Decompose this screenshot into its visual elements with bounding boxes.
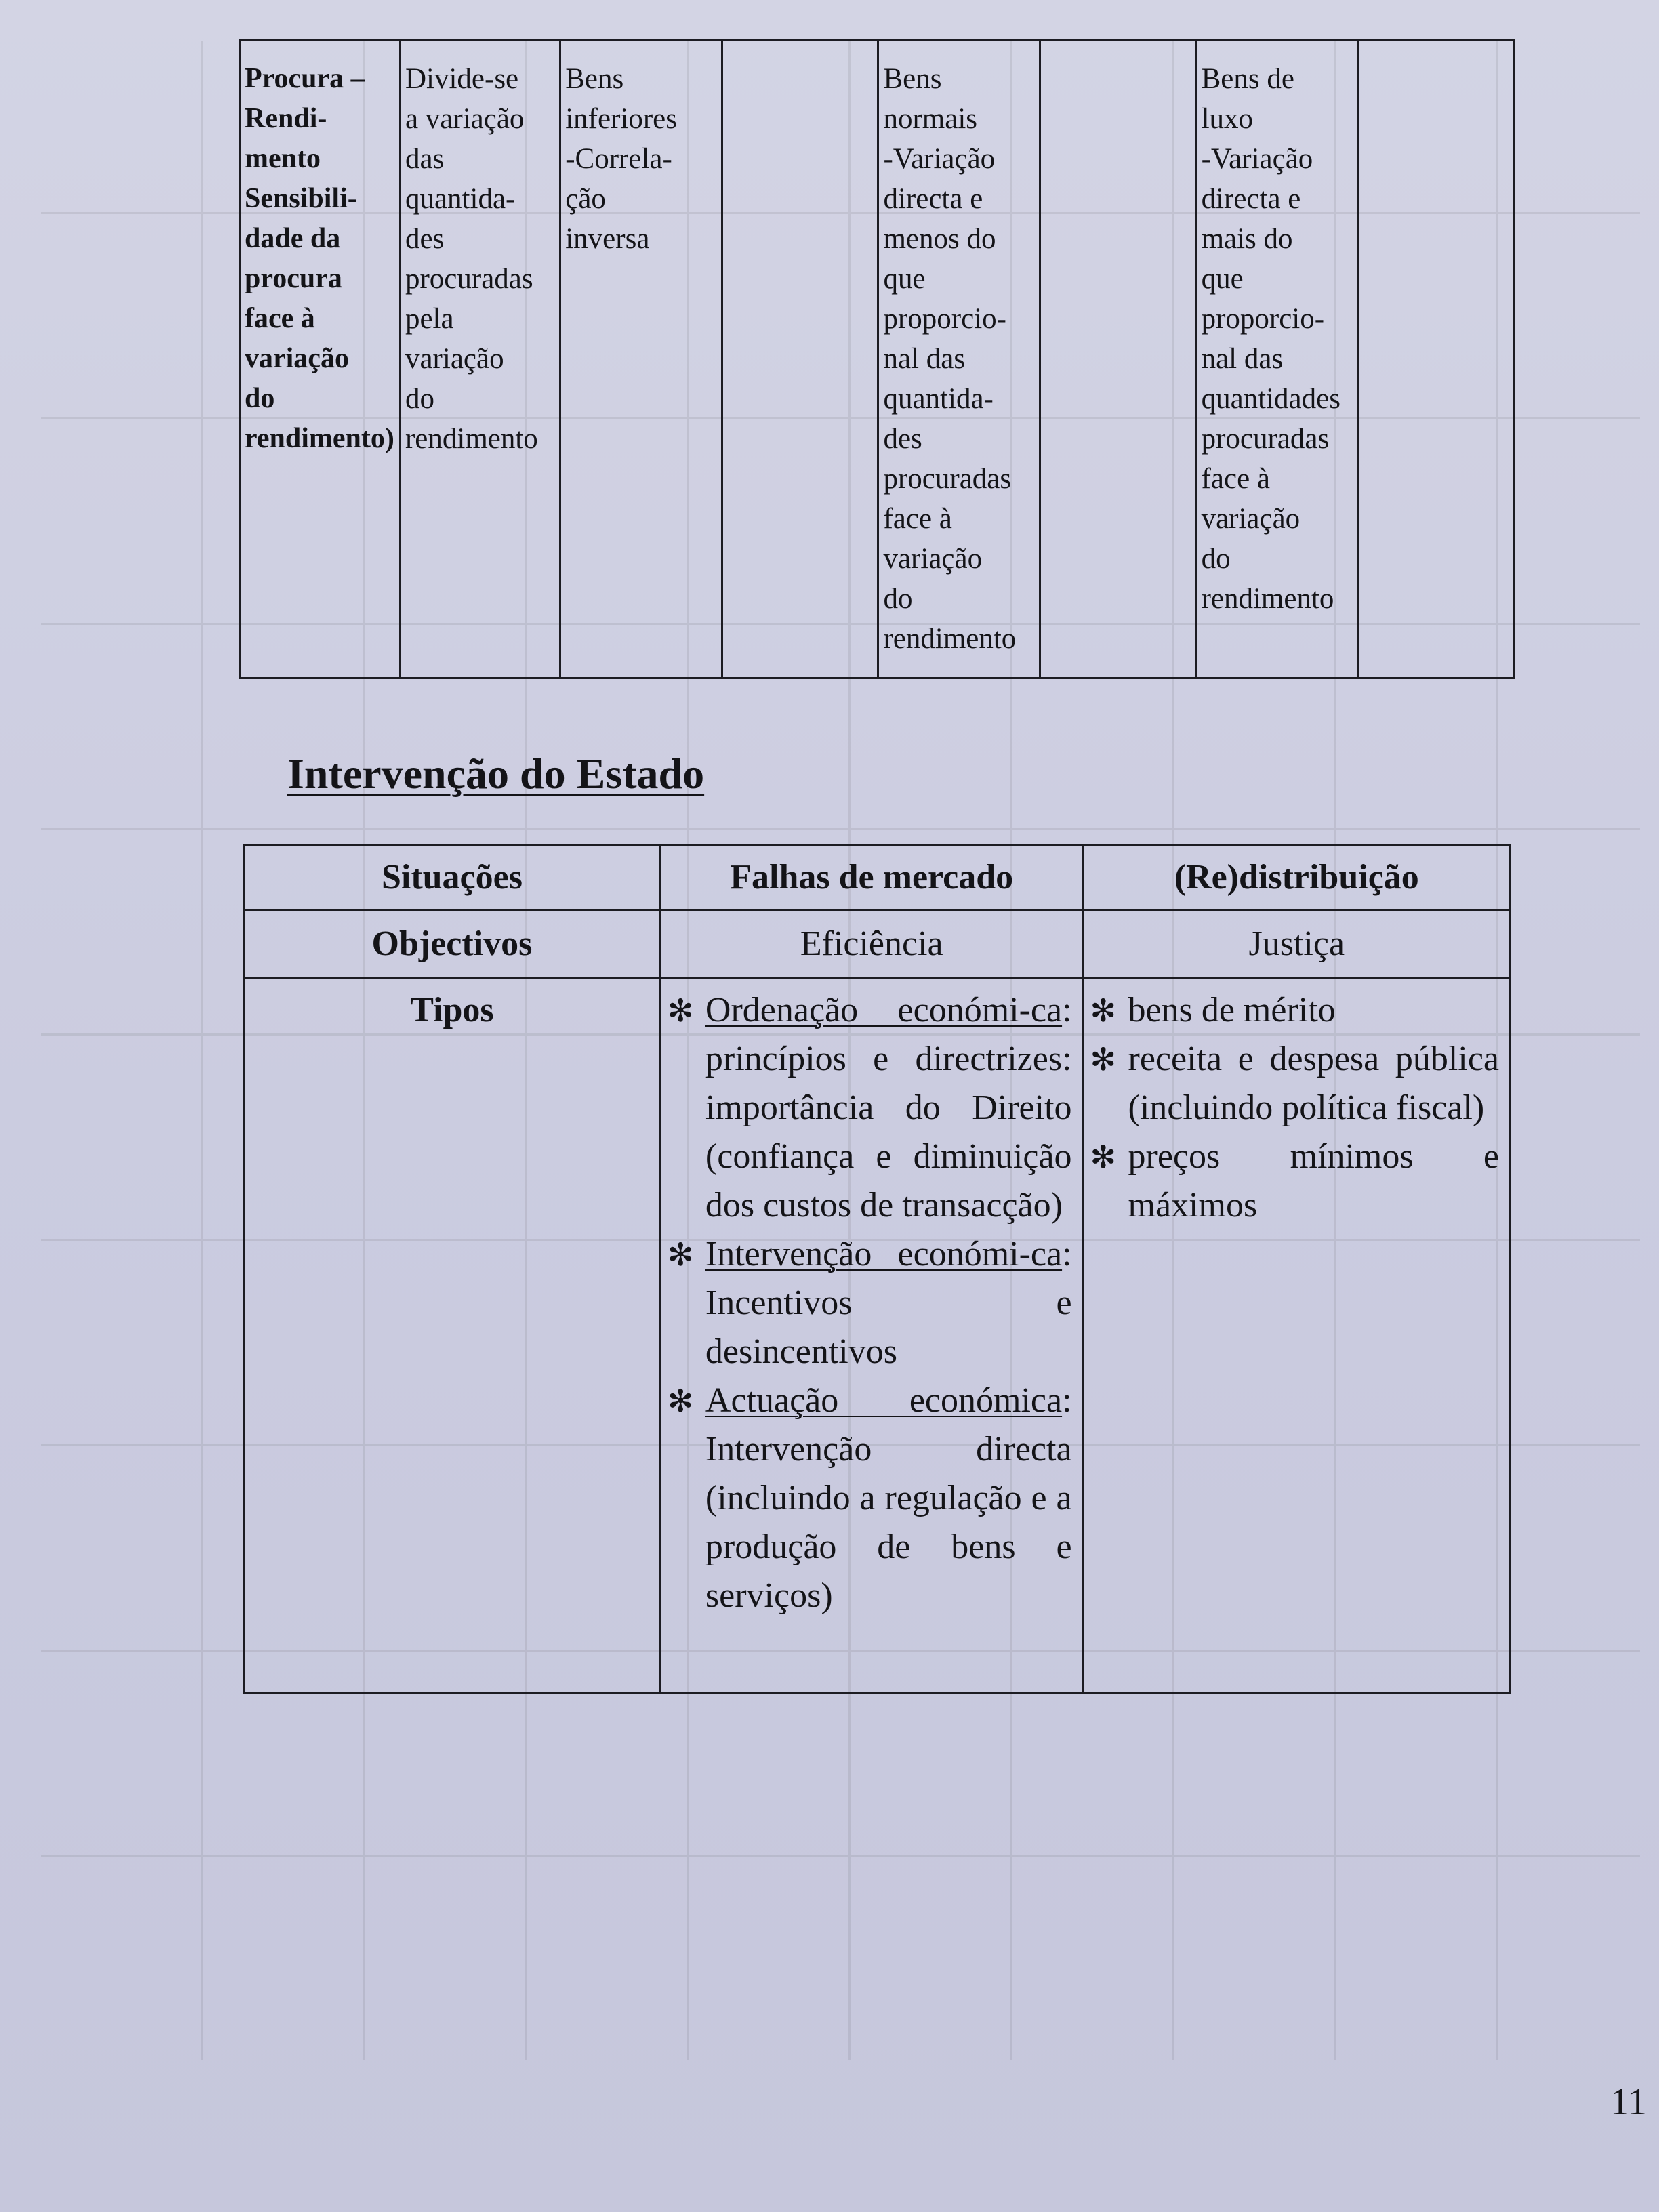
header-redistribuicao: (Re)distribuição: [1083, 846, 1510, 910]
redistribution-types: [1083, 979, 1510, 1694]
types-row: [244, 979, 1511, 1694]
cell-empty-2: [1040, 41, 1196, 678]
elasticity-table: [239, 39, 1515, 679]
list-item: ✻ Actuação económica: Intervenção directa (incluindo a regulação e a produção de bens e serviços): [662, 1376, 1082, 1620]
asterisk-icon: ✻: [1090, 992, 1117, 1029]
objective-justica: Justiça: [1083, 910, 1510, 979]
list-item: ✻ bens de mérito: [1085, 986, 1509, 1035]
cell-income-demand: Procura – Rendi- mento Sensibili- dade da procura face à variação do rendimento): [240, 41, 401, 678]
section-title: Intervenção do Estado: [287, 750, 705, 798]
list-item: ✻ Intervenção económi-ca: Incentivos e desincentivos: [662, 1230, 1082, 1376]
market-failure-types: [660, 979, 1083, 1694]
header-row: [244, 846, 1511, 910]
list-item: ✻ Ordenação económi-ca: princípios e directrizes: importância do Direito (confiança e diminuição dos custos de transacção): [662, 986, 1082, 1230]
cell-inferior-goods: Bens inferiores -Correla- ção inversa: [560, 41, 722, 678]
cell-normal-goods: Bens normais -Variação directa e menos do que proporcio- nal das quantida- des procuradas face à variação do rendimento: [878, 41, 1040, 678]
asterisk-icon: ✻: [1090, 1041, 1117, 1078]
objectives-label: Objectivos: [244, 910, 661, 979]
cell-luxury-goods: Bens de luxo -Variação directa e mais do que proporcio- nal das quantidades procuradas face à variação do rendimento: [1196, 41, 1357, 678]
table-row: [240, 41, 1515, 678]
header-falhas-mercado: Falhas de mercado: [660, 846, 1083, 910]
types-label: Tipos: [244, 979, 661, 1694]
page-number: 11: [1610, 2081, 1647, 2123]
asterisk-icon: ✻: [667, 1382, 694, 1419]
cell-formula: Divide-se a variação das quantida- des procuradas pela variação do rendimento: [400, 41, 560, 678]
list-item: ✻ preços mínimos e máximos: [1085, 1132, 1509, 1230]
header-situacoes: Situações: [244, 846, 661, 910]
state-intervention-table: [243, 844, 1511, 1694]
cell-empty-1: [722, 41, 878, 678]
list-item: ✻ receita e despesa pública (incluindo política fiscal): [1085, 1035, 1509, 1132]
cell-empty-3: [1358, 41, 1515, 678]
asterisk-icon: ✻: [667, 1236, 694, 1273]
objective-eficiencia: Eficiência: [660, 910, 1083, 979]
objectives-row: [244, 910, 1511, 979]
asterisk-icon: ✻: [667, 992, 694, 1029]
asterisk-icon: ✻: [1090, 1139, 1117, 1175]
